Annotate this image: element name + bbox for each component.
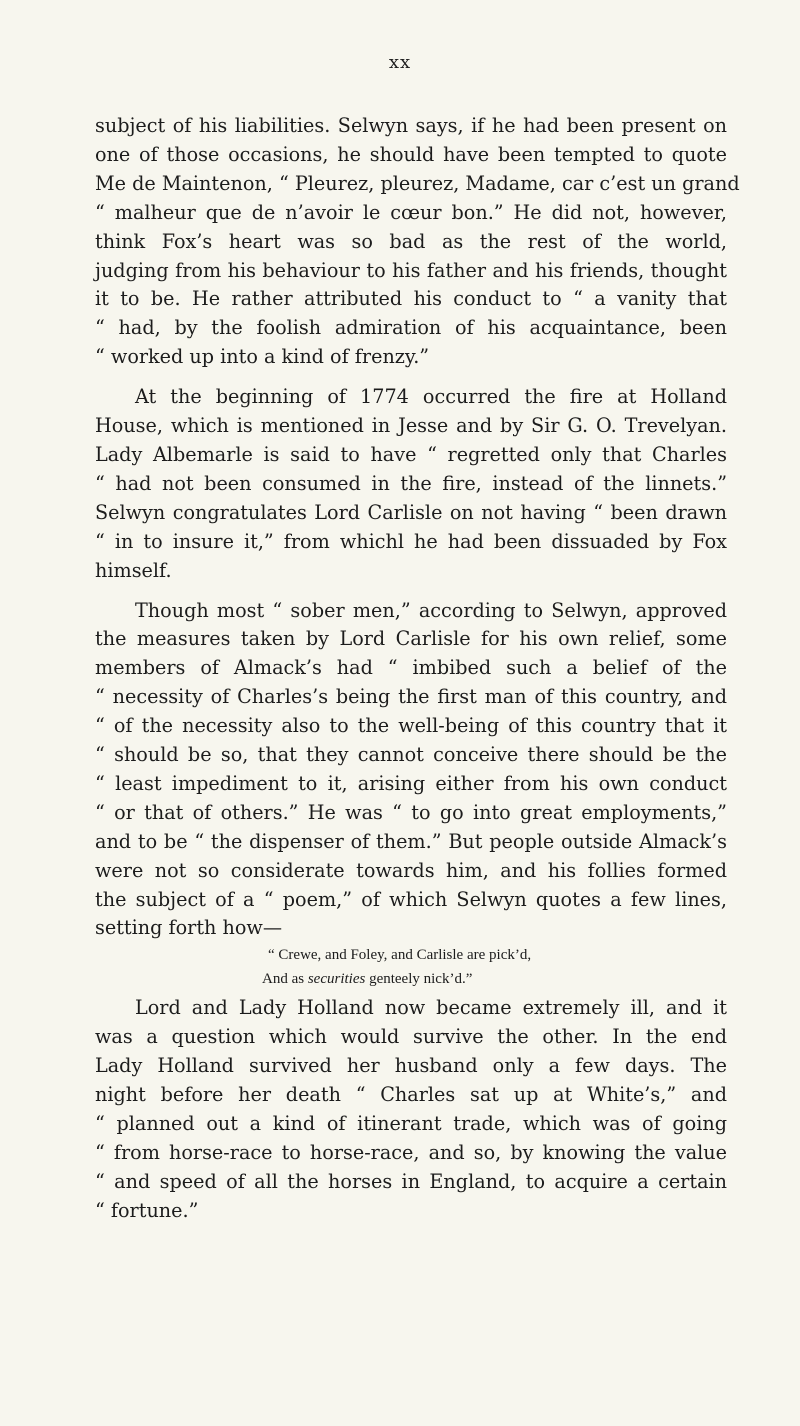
text-line: House, which is mentioned in Jesse and by Sir G. O. Trevelyan. [95,414,727,438]
text-line: was a question which would survive the other. In the end [95,1025,727,1049]
text-line: At the beginning of 1774 occurred the fire at Holland [135,385,727,409]
text-line: Selwyn congratulates Lord Carlisle on not having “ been drawn [95,500,727,524]
text-line: “ from horse-race to horse-race, and so, by knowing the value [95,1140,727,1164]
page-number: xx [388,52,412,73]
text-line: “ planned out a kind of itinerant trade, which was of going [95,1112,727,1135]
verse-text: genteely nick’d.” [365,971,473,988]
text-line: himself. [95,558,172,582]
text-line: it to be. He rather attributed his conduct to “ a vanity that [95,287,727,311]
text-line: “ and speed of all the horses in England, to acquire a certain [95,1169,727,1193]
text-line: Lord and Lady Holland now became extremely ill, and it [135,996,727,1020]
text-line: “ had not been consumed in the fire, instead of the linnets.” [95,471,727,495]
text-line: “ of the necessity also to the well-being of this country that it [95,714,727,738]
paragraph-2 [95,383,727,585]
text-line: Though most “ sober men,” according to Selwyn, approved [135,598,727,622]
paragraph-3 [95,597,727,944]
verse-line [95,967,727,991]
text-line: “ malheur que de n’avoir le cœur bon.” He did not, however, [95,200,727,224]
verse-italic-word: securities [307,971,366,988]
verse-text: And as [262,971,308,988]
text-line: the subject of a “ poem,” of which Selwyn quotes a few lines, [95,887,727,911]
text-line: judging from his behaviour to his father and his friends, thought [95,258,727,282]
text-line: “ had, by the foolish admiration of his acquaintance, been [95,316,727,340]
text-line: “ should be so, that they cannot conceive there should be the [95,743,727,767]
text-line: night before her death “ Charles sat up at White’s,” and [95,1083,727,1107]
text-line: “ or that of others.” He was “ to go into great employments,” [95,800,727,824]
verse-quotation [95,943,727,991]
paragraph-1 [95,112,740,372]
text-line: “ fortune.” [95,1198,199,1222]
text-line: one of those occasions, he should have been tempted to quote [95,142,727,166]
text-line: think Fox’s heart was so bad as the rest of the world, [95,229,727,253]
verse-line: “ Crewe, and Foley, and Carlisle are pick’d, [268,947,532,964]
text-line: “ necessity of Charles’s being the first man of this country, and [95,685,727,709]
text-line: the measures taken by Lord Carlisle for his own relief, some [95,627,727,651]
text-line: “ worked up into a kind of frenzy.” [95,345,430,369]
text-line: members of Almack’s had “ imbibed such a belief of the [95,656,727,680]
text-line: Lady Holland survived her husband only a few days. The [95,1054,727,1078]
text-line: subject of his liabilities. Selwyn says, if he had been present on [95,114,727,137]
paragraph-4 [95,994,727,1225]
text-line: setting forth how— [95,916,283,940]
text-line: “ least impediment to it, arising either from his own conduct [95,771,727,795]
text-line: “ in to insure it,” from whichl he had been dissuaded by Fox [95,529,727,553]
text-line: and to be “ the dispenser of them.” But people outside Almack’s [95,829,727,853]
text-line: Me de Maintenon, “ Pleurez, pleurez, Madame, car c’est un grand [95,171,740,195]
body-text [95,112,740,1226]
text-line: were not so considerate towards him, and his follies formed [95,858,727,882]
text-line: Lady Albemarle is said to have “ regretted only that Charles [95,442,727,466]
